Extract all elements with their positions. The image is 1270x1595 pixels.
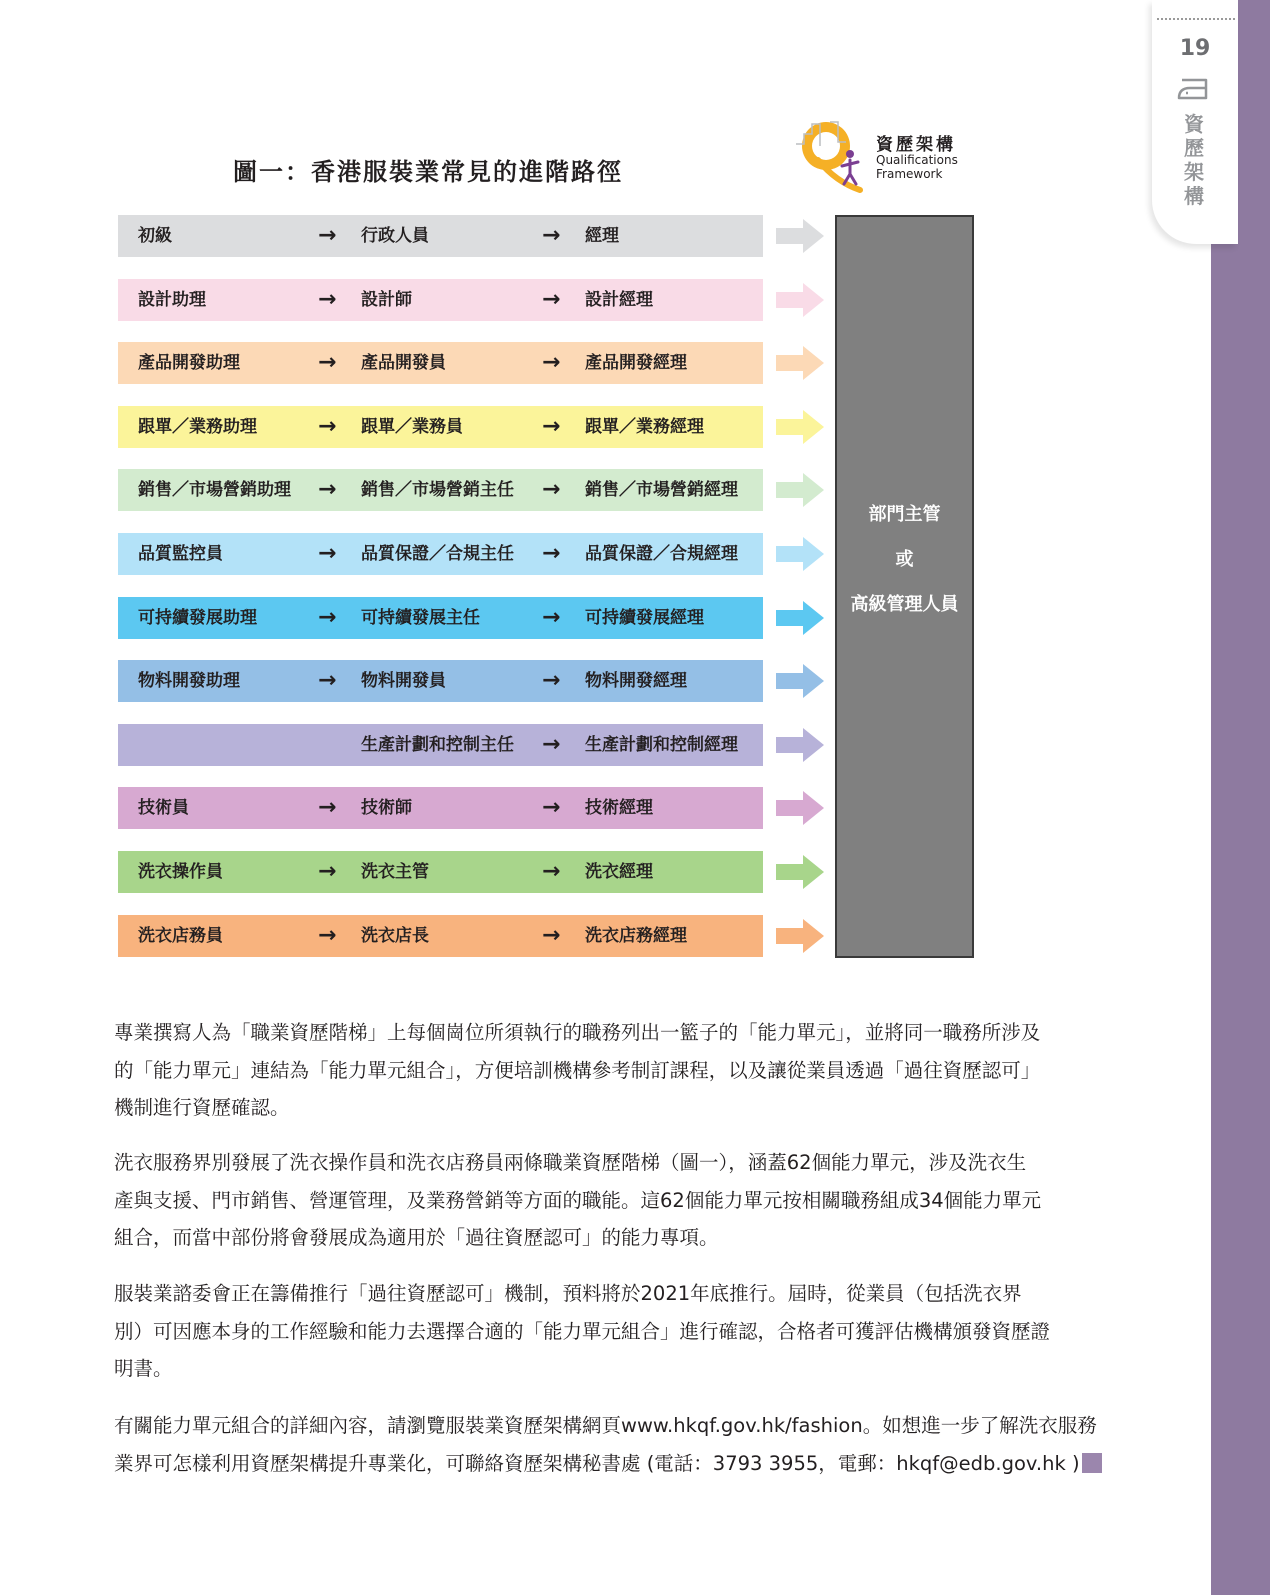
step-arrow-icon: → [542,795,561,820]
ladder-step-1: 技術員 [138,798,189,818]
tab-dotted-rule [1157,18,1235,20]
ladder-row [118,787,763,829]
ladder-step-1: 銷售／市場營銷助理 [138,480,291,500]
row-to-destination-arrow-icon [776,919,824,953]
ladder-step-1: 初級 [138,226,172,246]
ladder-step-3: 品質保證／合規經理 [585,544,738,564]
paragraph-line: 洗衣服務界別發展了洗衣操作員和洗衣店務員兩條職業資歷階梯（圖一），涵蓋62個能力單元，涉及洗衣生 [114,1151,1027,1174]
ladder-step-3: 可持續發展經理 [585,608,704,628]
side-tab-char: 架 [1184,160,1204,184]
paragraph-line: 別）可因應本身的工作經驗和能力去選擇合適的「能力單元組合」進行確認，合格者可獲評估機構頒發資歷證 [114,1319,1051,1343]
ladder-row [118,406,763,448]
ladder-row [118,215,763,257]
qualifications-framework-logo [790,110,990,200]
step-arrow-icon: → [542,668,561,693]
row-to-destination-arrow-icon [776,283,824,317]
paragraph-4 [114,1407,1114,1482]
ladder-row [118,915,763,957]
ladder-step-3: 物料開發經理 [585,671,687,691]
step-arrow-icon: → [542,223,561,248]
ladder-step-3: 洗衣店務經理 [585,926,687,946]
side-tab-char: 歷 [1184,136,1204,160]
ladder-step-3: 洗衣經理 [585,862,653,882]
step-arrow-icon: → [318,859,337,884]
ladder-step-1: 產品開發助理 [138,353,240,373]
step-arrow-icon: → [542,350,561,375]
step-arrow-icon: → [542,541,561,566]
row-to-destination-arrow-icon [776,473,824,507]
destination-line-2: 或 [895,549,914,570]
page-number: 19 [1179,36,1211,61]
step-arrow-icon: → [542,605,561,630]
ladder-row [118,469,763,511]
step-arrow-icon: → [542,414,561,439]
ladder-step-3: 生產計劃和控制經理 [585,735,738,755]
step-arrow-icon: → [318,605,337,630]
ladder-row [118,597,763,639]
ladder-step-2: 行政人員 [361,226,429,246]
end-mark-square [1082,1453,1102,1473]
logo-name-en-line2: Framework [876,167,943,181]
ladder-step-2: 洗衣店長 [361,926,429,946]
ladder-step-1: 洗衣店務員 [138,926,223,946]
row-to-destination-arrow-icon [776,728,824,762]
ladder-step-3: 銷售／市場營銷經理 [585,480,738,500]
row-to-destination-arrow-icon [776,346,824,380]
ladder-step-2: 物料開發員 [361,671,446,691]
side-tab-char: 構 [1184,184,1204,208]
ladder-step-1: 設計助理 [138,290,206,310]
iron-icon [1176,76,1212,102]
step-arrow-icon: → [318,414,337,439]
figure-title: 圖一：香港服裝業常見的進階路徑 [233,158,623,186]
step-arrow-icon: → [318,350,337,375]
paragraph-2 [114,1144,1114,1257]
step-arrow-icon: → [318,668,337,693]
row-to-destination-arrow-icon [776,664,824,698]
step-arrow-icon: → [318,795,337,820]
ladder-step-2: 銷售／市場營銷主任 [361,480,514,500]
ladder-row [118,533,763,575]
row-to-destination-arrow-icon [776,855,824,889]
ladder-step-2: 產品開發員 [361,353,446,373]
row-to-destination-arrow-icon [776,791,824,825]
paragraph-line: 機制進行資歷確認。 [114,1096,290,1119]
step-arrow-icon: → [542,477,561,502]
ladder-row [118,724,763,766]
ladder-step-3: 跟單／業務經理 [585,417,704,437]
ladder-step-2: 跟單／業務員 [361,417,463,437]
step-arrow-icon: → [318,287,337,312]
ladder-row [118,660,763,702]
ladder-step-2: 可持續發展主任 [361,608,480,628]
ladder-step-2: 生產計劃和控制主任 [361,735,514,755]
step-arrow-icon: → [318,477,337,502]
side-tab-label [1180,112,1208,208]
step-arrow-icon: → [318,223,337,248]
destination-line-3: 高級管理人員 [850,594,959,615]
ladder-step-1: 洗衣操作員 [138,862,223,882]
ladder-step-2: 品質保證／合規主任 [361,544,514,564]
step-arrow-icon: → [542,859,561,884]
step-arrow-icon: → [318,541,337,566]
paragraph-line: 明書。 [114,1357,173,1380]
ladder-step-1: 物料開發助理 [138,671,240,691]
paragraph-line: 的「能力單元」連結為「能力單元組合」，方便培訓機構參考制訂課程，以及讓從業員透過「過往資歷認可」 [114,1058,1041,1082]
ladder-step-1: 跟單／業務助理 [138,417,257,437]
paragraph-line: 業界可怎樣利用資歷架構提升專業化，可聯絡資歷架構秘書處 (電話：3793 3955，電郵：hkqf@edb.gov.hk ) [114,1451,1080,1475]
step-arrow-icon: → [318,923,337,948]
step-arrow-icon: → [542,287,561,312]
ladder-step-3: 設計經理 [585,290,653,310]
ladder-step-3: 產品開發經理 [585,353,687,373]
paragraph-line: 專業撰寫人為「職業資歷階梯」上每個崗位所須執行的職務列出一籃子的「能力單元」，並將同一職務所涉及 [114,1021,1041,1044]
destination-box [835,215,974,958]
paragraph-line: 產與支援、門市銷售、營運管理，及業務營銷等方面的職能。這62個能力單元按相關職務組成34個能力單元 [114,1188,1042,1212]
row-to-destination-arrow-icon [776,410,824,444]
row-to-destination-arrow-icon [776,537,824,571]
paragraph-last-line [114,1445,1114,1483]
ladder-step-2: 設計師 [361,290,412,310]
ladder-step-1: 品質監控員 [138,544,223,564]
ladder-row [118,279,763,321]
ladder-row [118,342,763,384]
ladder-step-2: 技術師 [361,798,412,818]
qf-logo-mark-icon [790,116,866,196]
logo-name-zh: 資歷架構 [876,135,956,155]
paragraph-3 [114,1275,1114,1388]
destination-line-1: 部門主管 [868,504,941,525]
row-to-destination-arrow-icon [776,601,824,635]
side-tab-char: 資 [1184,112,1204,136]
ladder-step-3: 技術經理 [585,798,653,818]
row-to-destination-arrow-icon [776,219,824,253]
paragraph-line: 服裝業諮委會正在籌備推行「過往資歷認可」機制，預料將於2021年底推行。屆時，從業員（包括洗衣界 [114,1282,1022,1305]
ladder-row [118,851,763,893]
step-arrow-icon: → [542,732,561,757]
paragraph-1 [114,1014,1114,1127]
paragraph-line: 有關能力單元組合的詳細內容，請瀏覽服裝業資歷架構網頁www.hkqf.gov.hk/fashion。如想進一步了解洗衣服務 [114,1414,1097,1437]
ladder-step-3: 經理 [585,226,619,246]
logo-name-en-line1: Qualifications [876,153,958,167]
ladder-step-2: 洗衣主管 [361,862,429,882]
step-arrow-icon: → [542,923,561,948]
ladder-step-1: 可持續發展助理 [138,608,257,628]
paragraph-line: 組合，而當中部份將會發展成為適用於「過往資歷認可」的能力專項。 [114,1226,719,1249]
